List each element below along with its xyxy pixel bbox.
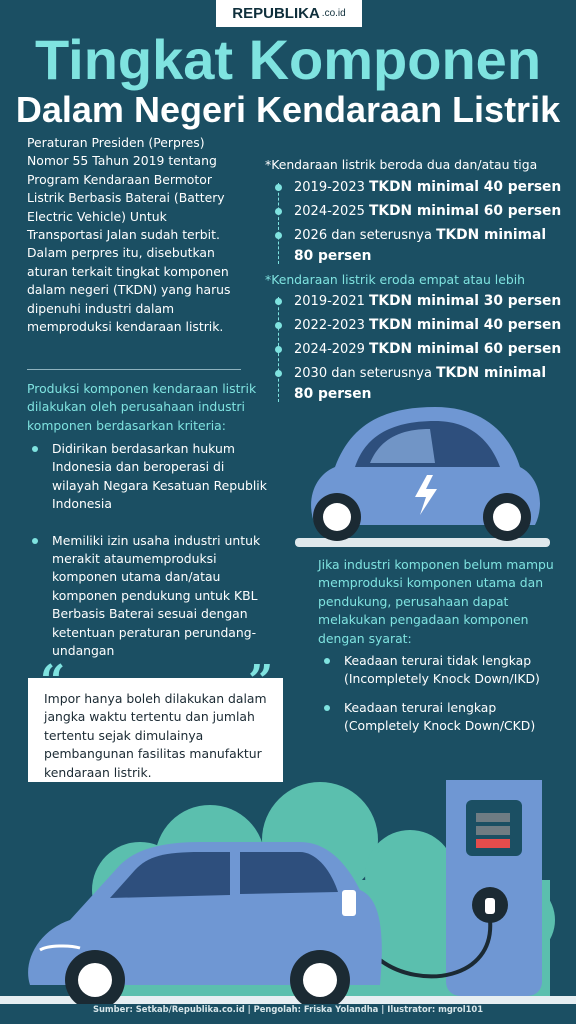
timeline-rule: TKDN minimal 80 persen [294,365,547,402]
ev-hubcap-rear [303,963,337,997]
car-hubcap-rear [493,503,521,531]
divider [27,369,241,370]
two-wheel-heading: *Kendaraan listrik beroda dua dan/atau tiga [265,157,538,172]
page-title: Tingkat Komponen [34,28,542,91]
timeline-dot-icon [275,184,282,191]
timeline-rule: TKDN minimal 40 persen [369,317,562,333]
bullet-icon [32,538,38,544]
page-subtitle: Dalam Negeri Kendaraan Listrik [15,89,561,130]
bullet-icon [324,658,330,664]
logo-suffix: .co.id [321,8,346,19]
timeline-dot-icon [275,346,282,353]
criteria-item-text: Memiliki izin usaha industri untuk merakit ataumemproduksi komponen utama dan/atau komponen pendukung untuk KBL Berbasis Baterai sesuai dengan ketentuan peraturan perundang-undangan [52,532,261,659]
timeline-dot-icon [275,208,282,215]
plug-icon [485,898,495,914]
procurement-lead: Jika industri komponen belum mampu memproduksi komponen utama dan pendukung, perusahaan dapat melakukan pengadaan komponen dengan syarat: [318,557,554,646]
timeline-item [265,177,565,198]
quote-close-icon: ” [248,656,274,707]
timeline-item [265,201,565,222]
timeline-dot-icon [275,232,282,239]
procurement-list [322,652,562,746]
timeline-dot-icon [275,322,282,329]
timeline-rule: TKDN minimal 60 persen [369,341,562,357]
timeline-period: 2019-2023 [294,180,365,195]
procurement-item-text: Keadaan terurai tidak lengkap (Incompletely Knock Down/IKD) [344,653,540,687]
charger-level-bar [476,826,510,835]
source-credit: Sumber: Setkab/Republika.co.id | Pengolah: Friska Yolandha | Ilustrator: mgrol101 [92,1004,484,1014]
bullet-icon [32,446,38,452]
bullet-icon [324,705,330,711]
timeline-rule: TKDN minimal 40 persen [369,179,562,195]
charger-level-bar-red [476,839,510,848]
car-charging-port [342,890,356,916]
timeline-item [265,363,565,405]
timeline-period: 2024-2029 [294,342,365,357]
four-wheel-heading: *Kendaraan listrik eroda empat atau lebih [265,272,525,287]
procurement-item [322,652,562,689]
timeline-period: 2022-2023 [294,318,365,333]
timeline-rule: TKDN minimal 80 persen [294,227,547,264]
criteria-item-text: Didirikan berdasarkan hukum Indonesia dan beroperasi di wilayah Negara Kesatuan Republik Indonesia [52,441,267,512]
procurement-item-text: Keadaan terurai lengkap (Completely Knock Down/CKD) [344,699,536,734]
timeline-rule: TKDN minimal 60 persen [369,203,562,219]
criteria-item [30,532,270,661]
criteria-item [30,440,270,514]
four-wheel-timeline [265,291,565,408]
timeline-item [265,315,565,336]
timeline-item [265,339,565,360]
timeline-dot-icon [275,298,282,305]
timeline-period: 2019-2021 [294,294,365,309]
charger-level-bar [476,813,510,822]
small-ev-car-illustration [295,405,550,550]
procurement-item [322,699,562,736]
criteria-list [30,440,270,678]
quote-text: Impor hanya boleh dilakukan dalam jangka waktu tertentu dan jumlah tertentu sejak dimulainya pembangunan fasilitas manufaktur kendaraan listrik. [44,691,267,780]
timeline-rule: TKDN minimal 30 persen [369,293,562,309]
timeline-item [265,291,565,312]
timeline-period: 2030 dan seterusnya [294,366,432,381]
logo-name: REPUBLIKA [232,5,320,22]
timeline-dot-icon [275,370,282,377]
charging-scene-illustration [0,780,576,1004]
two-wheel-timeline [265,177,565,270]
quote-open-icon: “ [40,656,66,707]
timeline-period: 2026 dan seterusnya [294,228,432,243]
timeline-period: 2024-2025 [294,204,365,219]
car-hubcap-front [323,503,351,531]
timeline-item [265,225,565,267]
criteria-lead: Produksi komponen kendaraan listrik dilakukan oleh perusahaan industri komponen berdasarkan kriteria: [27,381,257,433]
republika-logo [216,0,362,27]
ev-hubcap-front [78,963,112,997]
intro-text: Peraturan Presiden (Perpres) Nomor 55 Tahun 2019 tentang Program Kendaraan Bermotor Listrik Berbasis Baterai (Battery Electric Vehicle) Untuk Transportasi Jalan sudah terbit. Dalam perpres itu, disebutkan aturan terkait tingkat komponen dalam negeri (TKDN) yang harus dipenuhi industri dalam memproduksi kendaraan listrik. [27,135,231,335]
